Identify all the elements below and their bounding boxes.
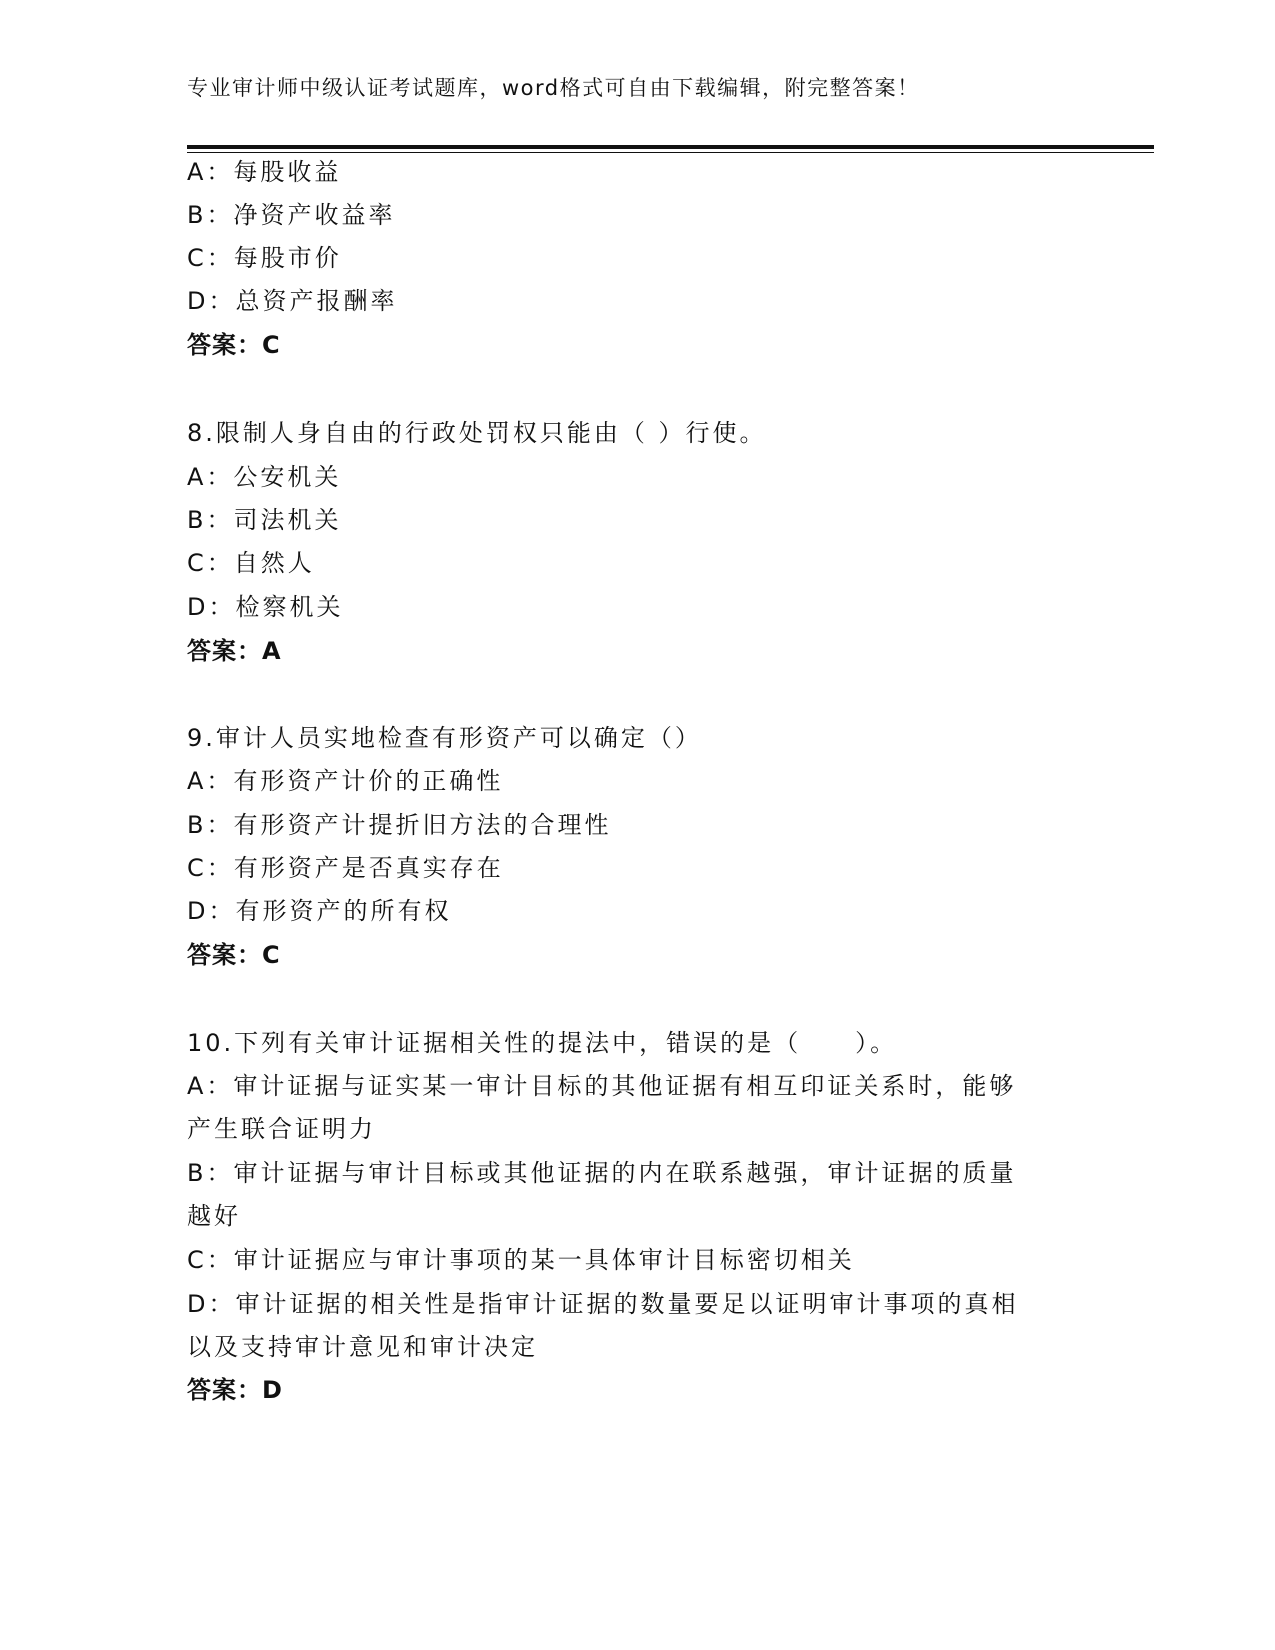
question-9: 9.审计人员实地检查有形资产可以确定（） xyxy=(187,724,702,752)
option-a: A：有形资产计价的正确性 xyxy=(187,767,504,795)
option-c: C：自然人 xyxy=(187,549,315,577)
answer: 答案：C xyxy=(187,941,281,969)
answer: 答案：A xyxy=(187,637,282,665)
option-c: C：审计证据应与审计事项的某一具体审计目标密切相关 xyxy=(187,1246,855,1274)
option-d-continued: 以及支持审计意见和审计决定 xyxy=(187,1333,538,1361)
answer: 答案：D xyxy=(187,1376,283,1404)
option-d: D：检察机关 xyxy=(187,593,344,621)
option-a-continued: 产生联合证明力 xyxy=(187,1115,376,1143)
document-header: 专业审计师中级认证考试题库，word格式可自由下载编辑，附完整答案！ xyxy=(187,76,920,100)
option-b-continued: 越好 xyxy=(187,1202,241,1230)
header-rule-thin xyxy=(187,152,1154,153)
option-b: B：审计证据与审计目标或其他证据的内在联系越强，审计证据的质量 xyxy=(187,1159,1017,1187)
option-b: B：有形资产计提折旧方法的合理性 xyxy=(187,811,612,839)
option-c: C：有形资产是否真实存在 xyxy=(187,854,504,882)
question-10: 10.下列有关审计证据相关性的提法中，错误的是（ ）。 xyxy=(187,1029,898,1057)
option-d: D：有形资产的所有权 xyxy=(187,897,452,925)
option-c: C：每股市价 xyxy=(187,244,342,272)
option-a: A：公安机关 xyxy=(187,463,342,491)
answer: 答案：C xyxy=(187,331,281,359)
question-8: 8.限制人身自由的行政处罚权只能由（ ）行使。 xyxy=(187,419,767,447)
option-d: D：总资产报酬率 xyxy=(187,287,398,315)
option-a: A：每股收益 xyxy=(187,158,342,186)
header-rule xyxy=(187,145,1154,149)
option-b: B：司法机关 xyxy=(187,506,342,534)
option-a: A：审计证据与证实某一审计目标的其他证据有相互印证关系时，能够 xyxy=(187,1072,1017,1100)
option-d: D：审计证据的相关性是指审计证据的数量要足以证明审计事项的真相 xyxy=(187,1290,1019,1318)
option-b: B：净资产收益率 xyxy=(187,201,396,229)
